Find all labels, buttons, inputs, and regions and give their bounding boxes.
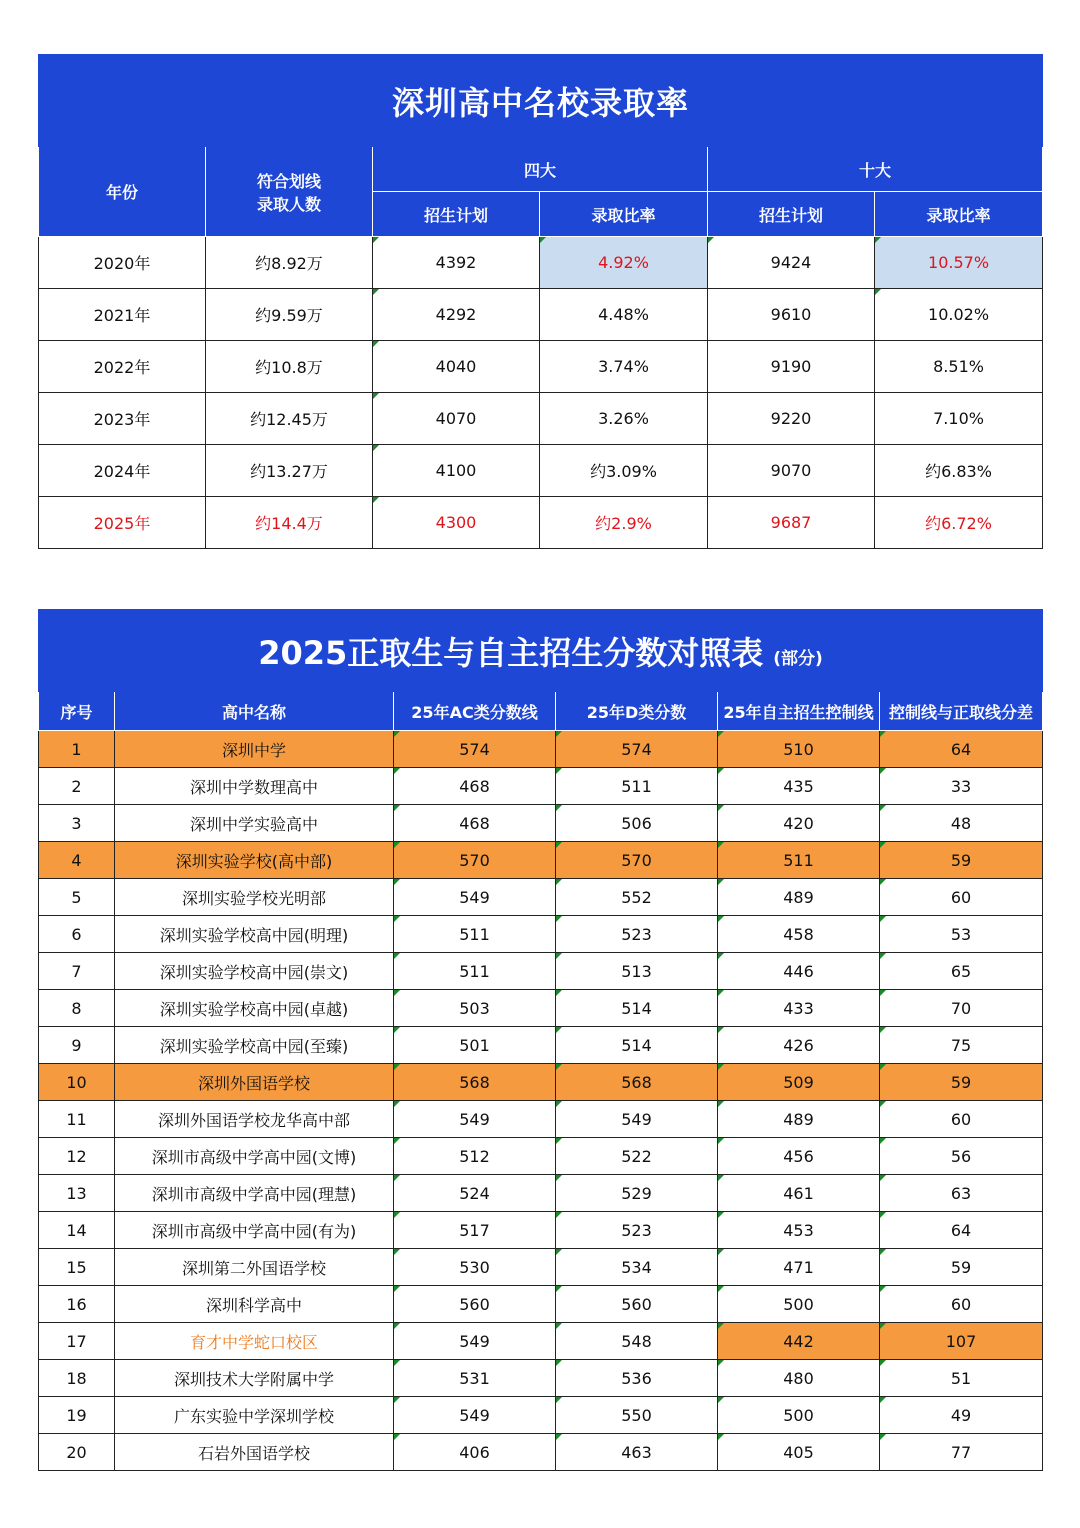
table-row xyxy=(39,1286,1043,1323)
table-row xyxy=(39,445,1043,497)
school-name-cell: 深圳中学实验高中 xyxy=(115,805,394,842)
school-name-cell: 深圳外国语学校 xyxy=(115,1064,394,1101)
control-line-cell: 461 xyxy=(718,1175,880,1212)
four-rate-cell: 约3.09% xyxy=(540,445,708,497)
index-cell: 9 xyxy=(39,1027,115,1064)
eligible-cell: 约9.59万 xyxy=(206,289,373,341)
header-group-four: 四大 xyxy=(373,147,708,192)
year-cell: 2025年 xyxy=(39,497,206,549)
index-cell: 18 xyxy=(39,1360,115,1397)
score-table-title-cell xyxy=(39,610,1043,692)
admission-rate-title: 深圳高中名校录取率 xyxy=(39,55,1043,147)
score-gap-cell: 60 xyxy=(880,879,1043,916)
score-gap-cell: 60 xyxy=(880,1101,1043,1138)
school-name-cell: 深圳市高级中学高中园(文博) xyxy=(115,1138,394,1175)
ac-score-cell: 517 xyxy=(394,1212,556,1249)
d-score-cell: 560 xyxy=(556,1286,718,1323)
score-gap-cell: 70 xyxy=(880,990,1043,1027)
index-cell: 16 xyxy=(39,1286,115,1323)
ac-score-cell: 501 xyxy=(394,1027,556,1064)
ac-score-cell: 549 xyxy=(394,1101,556,1138)
ten-rate-cell: 7.10% xyxy=(875,393,1043,445)
score-table-subtitle: (部分) xyxy=(773,648,823,669)
control-line-cell: 435 xyxy=(718,768,880,805)
control-line-cell: 433 xyxy=(718,990,880,1027)
table-row xyxy=(39,1360,1043,1397)
header-school-name: 高中名称 xyxy=(115,692,394,731)
school-name-cell: 深圳实验学校高中园(明理) xyxy=(115,916,394,953)
header-d-score: 25年D类分数 xyxy=(556,692,718,731)
header-index: 序号 xyxy=(39,692,115,731)
d-score-cell: 523 xyxy=(556,1212,718,1249)
header-eligible-line1: 符合划线 xyxy=(256,171,321,191)
ac-score-cell: 570 xyxy=(394,842,556,879)
ac-score-cell: 511 xyxy=(394,916,556,953)
control-line-cell: 426 xyxy=(718,1027,880,1064)
ac-score-cell: 549 xyxy=(394,1397,556,1434)
score-comparison-table xyxy=(38,609,1043,1471)
table-row xyxy=(39,1397,1043,1434)
index-cell: 6 xyxy=(39,916,115,953)
index-cell: 1 xyxy=(39,731,115,768)
header-control-line: 25年自主招生控制线 xyxy=(718,692,880,731)
ac-score-cell: 549 xyxy=(394,1323,556,1360)
ac-score-cell: 549 xyxy=(394,879,556,916)
ten-rate-cell: 约6.83% xyxy=(875,445,1043,497)
table-row xyxy=(39,1175,1043,1212)
table-row xyxy=(39,1323,1043,1360)
table-row xyxy=(39,1138,1043,1175)
table-row xyxy=(39,393,1043,445)
ten-plan-cell: 9424 xyxy=(708,237,875,289)
year-cell: 2022年 xyxy=(39,341,206,393)
ac-score-cell: 530 xyxy=(394,1249,556,1286)
header-four-rate: 录取比率 xyxy=(540,192,708,237)
d-score-cell: 570 xyxy=(556,842,718,879)
d-score-cell: 536 xyxy=(556,1360,718,1397)
control-line-cell: 453 xyxy=(718,1212,880,1249)
school-name-cell: 石岩外国语学校 xyxy=(115,1434,394,1471)
header-eligible-line2: 录取人数 xyxy=(256,194,321,214)
eligible-cell: 约12.45万 xyxy=(206,393,373,445)
score-gap-cell: 60 xyxy=(880,1286,1043,1323)
score-gap-cell: 75 xyxy=(880,1027,1043,1064)
table-row xyxy=(39,341,1043,393)
school-name-cell: 深圳实验学校光明部 xyxy=(115,879,394,916)
year-cell: 2023年 xyxy=(39,393,206,445)
d-score-cell: 522 xyxy=(556,1138,718,1175)
ac-score-cell: 468 xyxy=(394,805,556,842)
control-line-cell: 471 xyxy=(718,1249,880,1286)
four-plan-cell: 4100 xyxy=(373,445,540,497)
score-gap-cell: 65 xyxy=(880,953,1043,990)
ten-rate-cell: 8.51% xyxy=(875,341,1043,393)
school-name-cell: 育才中学蛇口校区 xyxy=(115,1323,394,1360)
score-table-title: 2025正取生与自主招生分数对照表 xyxy=(258,633,764,672)
score-gap-cell: 51 xyxy=(880,1360,1043,1397)
school-name-cell: 广东实验中学深圳学校 xyxy=(115,1397,394,1434)
four-plan-cell: 4040 xyxy=(373,341,540,393)
index-cell: 15 xyxy=(39,1249,115,1286)
table-row xyxy=(39,1249,1043,1286)
index-cell: 3 xyxy=(39,805,115,842)
table-row xyxy=(39,916,1043,953)
score-gap-cell: 107 xyxy=(880,1323,1043,1360)
score-gap-cell: 53 xyxy=(880,916,1043,953)
year-cell: 2024年 xyxy=(39,445,206,497)
table-row xyxy=(39,1434,1043,1471)
ten-rate-cell: 10.02% xyxy=(875,289,1043,341)
table-row xyxy=(39,768,1043,805)
score-gap-cell: 77 xyxy=(880,1434,1043,1471)
eligible-cell: 约8.92万 xyxy=(206,237,373,289)
school-name-cell: 深圳技术大学附属中学 xyxy=(115,1360,394,1397)
school-name-cell: 深圳市高级中学高中园(理慧) xyxy=(115,1175,394,1212)
score-gap-cell: 63 xyxy=(880,1175,1043,1212)
score-gap-cell: 59 xyxy=(880,842,1043,879)
d-score-cell: 574 xyxy=(556,731,718,768)
control-line-cell: 456 xyxy=(718,1138,880,1175)
control-line-cell: 489 xyxy=(718,1101,880,1138)
school-name-cell: 深圳第二外国语学校 xyxy=(115,1249,394,1286)
d-score-cell: 463 xyxy=(556,1434,718,1471)
year-cell: 2020年 xyxy=(39,237,206,289)
control-line-cell: 480 xyxy=(718,1360,880,1397)
index-cell: 19 xyxy=(39,1397,115,1434)
d-score-cell: 514 xyxy=(556,1027,718,1064)
d-score-cell: 514 xyxy=(556,990,718,1027)
d-score-cell: 552 xyxy=(556,879,718,916)
d-score-cell: 534 xyxy=(556,1249,718,1286)
control-line-cell: 405 xyxy=(718,1434,880,1471)
header-eligible xyxy=(206,147,373,237)
eligible-cell: 约10.8万 xyxy=(206,341,373,393)
table-row xyxy=(39,953,1043,990)
d-score-cell: 548 xyxy=(556,1323,718,1360)
school-name-cell: 深圳科学高中 xyxy=(115,1286,394,1323)
four-rate-cell: 3.74% xyxy=(540,341,708,393)
index-cell: 14 xyxy=(39,1212,115,1249)
table-row xyxy=(39,497,1043,549)
d-score-cell: 523 xyxy=(556,916,718,953)
ac-score-cell: 468 xyxy=(394,768,556,805)
d-score-cell: 529 xyxy=(556,1175,718,1212)
four-plan-cell: 4300 xyxy=(373,497,540,549)
header-ac-score: 25年AC类分数线 xyxy=(394,692,556,731)
index-cell: 11 xyxy=(39,1101,115,1138)
d-score-cell: 549 xyxy=(556,1101,718,1138)
control-line-cell: 442 xyxy=(718,1323,880,1360)
ac-score-cell: 574 xyxy=(394,731,556,768)
school-name-cell: 深圳中学 xyxy=(115,731,394,768)
ten-plan-cell: 9190 xyxy=(708,341,875,393)
table-row xyxy=(39,879,1043,916)
score-gap-cell: 59 xyxy=(880,1064,1043,1101)
d-score-cell: 550 xyxy=(556,1397,718,1434)
ten-plan-cell: 9610 xyxy=(708,289,875,341)
header-four-plan: 招生计划 xyxy=(373,192,540,237)
admission-rate-table xyxy=(38,54,1043,549)
header-ten-rate: 录取比率 xyxy=(875,192,1043,237)
four-rate-cell: 4.48% xyxy=(540,289,708,341)
d-score-cell: 568 xyxy=(556,1064,718,1101)
ac-score-cell: 568 xyxy=(394,1064,556,1101)
eligible-cell: 约14.4万 xyxy=(206,497,373,549)
header-group-ten: 十大 xyxy=(708,147,1043,192)
score-gap-cell: 49 xyxy=(880,1397,1043,1434)
four-plan-cell: 4292 xyxy=(373,289,540,341)
control-line-cell: 458 xyxy=(718,916,880,953)
ten-plan-cell: 9687 xyxy=(708,497,875,549)
ten-rate-cell: 约6.72% xyxy=(875,497,1043,549)
table-row xyxy=(39,842,1043,879)
four-plan-cell: 4070 xyxy=(373,393,540,445)
control-line-cell: 500 xyxy=(718,1286,880,1323)
four-plan-cell: 4392 xyxy=(373,237,540,289)
ten-plan-cell: 9070 xyxy=(708,445,875,497)
d-score-cell: 506 xyxy=(556,805,718,842)
ac-score-cell: 511 xyxy=(394,953,556,990)
index-cell: 5 xyxy=(39,879,115,916)
index-cell: 12 xyxy=(39,1138,115,1175)
table-row xyxy=(39,1212,1043,1249)
d-score-cell: 513 xyxy=(556,953,718,990)
table-row xyxy=(39,1064,1043,1101)
index-cell: 2 xyxy=(39,768,115,805)
four-rate-cell: 3.26% xyxy=(540,393,708,445)
table-row xyxy=(39,289,1043,341)
score-gap-cell: 59 xyxy=(880,1249,1043,1286)
ac-score-cell: 560 xyxy=(394,1286,556,1323)
score-gap-cell: 56 xyxy=(880,1138,1043,1175)
school-name-cell: 深圳实验学校高中园(卓越) xyxy=(115,990,394,1027)
score-gap-cell: 33 xyxy=(880,768,1043,805)
school-name-cell: 深圳外国语学校龙华高中部 xyxy=(115,1101,394,1138)
table-row xyxy=(39,805,1043,842)
eligible-cell: 约13.27万 xyxy=(206,445,373,497)
ac-score-cell: 512 xyxy=(394,1138,556,1175)
table-row xyxy=(39,990,1043,1027)
school-name-cell: 深圳实验学校(高中部) xyxy=(115,842,394,879)
index-cell: 7 xyxy=(39,953,115,990)
control-line-cell: 511 xyxy=(718,842,880,879)
school-name-cell: 深圳中学数理高中 xyxy=(115,768,394,805)
ac-score-cell: 524 xyxy=(394,1175,556,1212)
control-line-cell: 420 xyxy=(718,805,880,842)
table-row xyxy=(39,1027,1043,1064)
school-name-cell: 深圳市高级中学高中园(有为) xyxy=(115,1212,394,1249)
control-line-cell: 489 xyxy=(718,879,880,916)
score-gap-cell: 64 xyxy=(880,1212,1043,1249)
ac-score-cell: 503 xyxy=(394,990,556,1027)
index-cell: 20 xyxy=(39,1434,115,1471)
school-name-cell: 深圳实验学校高中园(至臻) xyxy=(115,1027,394,1064)
index-cell: 13 xyxy=(39,1175,115,1212)
index-cell: 17 xyxy=(39,1323,115,1360)
ac-score-cell: 531 xyxy=(394,1360,556,1397)
table-row xyxy=(39,237,1043,289)
table-row xyxy=(39,1101,1043,1138)
ten-rate-cell: 10.57% xyxy=(875,237,1043,289)
score-gap-cell: 64 xyxy=(880,731,1043,768)
school-name-cell: 深圳实验学校高中园(崇文) xyxy=(115,953,394,990)
header-ten-plan: 招生计划 xyxy=(708,192,875,237)
d-score-cell: 511 xyxy=(556,768,718,805)
ac-score-cell: 406 xyxy=(394,1434,556,1471)
four-rate-cell: 约2.9% xyxy=(540,497,708,549)
index-cell: 10 xyxy=(39,1064,115,1101)
table-row xyxy=(39,731,1043,768)
header-year: 年份 xyxy=(39,147,206,237)
index-cell: 8 xyxy=(39,990,115,1027)
four-rate-cell: 4.92% xyxy=(540,237,708,289)
control-line-cell: 500 xyxy=(718,1397,880,1434)
header-score-gap: 控制线与正取线分差 xyxy=(880,692,1043,731)
ten-plan-cell: 9220 xyxy=(708,393,875,445)
control-line-cell: 509 xyxy=(718,1064,880,1101)
year-cell: 2021年 xyxy=(39,289,206,341)
control-line-cell: 446 xyxy=(718,953,880,990)
control-line-cell: 510 xyxy=(718,731,880,768)
index-cell: 4 xyxy=(39,842,115,879)
score-gap-cell: 48 xyxy=(880,805,1043,842)
